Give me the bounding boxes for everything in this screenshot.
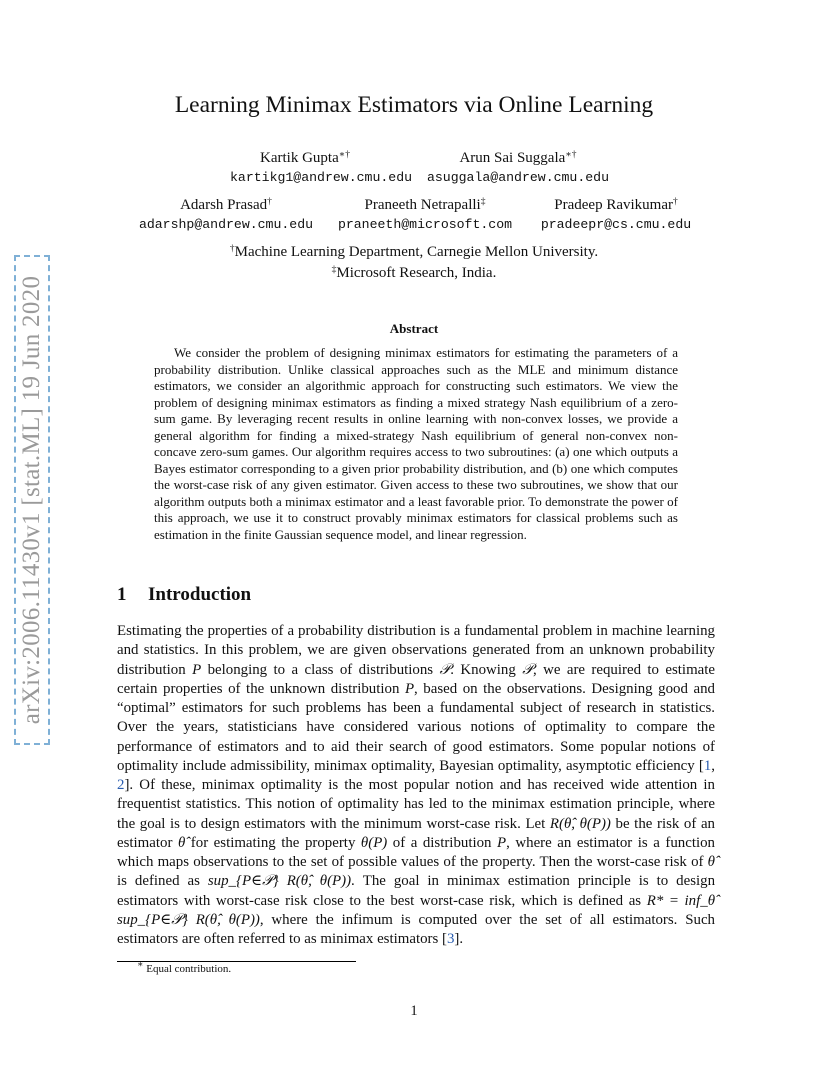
author-mark: † — [672, 197, 678, 207]
author-mark: ‡ — [480, 197, 486, 207]
author-email: praneeth@microsoft.com — [337, 217, 513, 232]
author-block — [230, 148, 413, 188]
author-name: Arun Sai Suggala — [459, 150, 566, 166]
author-email: asuggala@andrew.cmu.edu — [426, 170, 610, 185]
page-number: 1 — [410, 1003, 418, 1019]
section-title: Introduction — [148, 584, 252, 605]
footnote: ∗ Equal contribution. — [137, 960, 232, 975]
author-mark: † — [267, 197, 272, 207]
author-name: Adarsh Prasad — [180, 197, 268, 213]
citation-link[interactable]: 3 — [446, 931, 455, 947]
abstract-text: We consider the problem of designing minimax estimators for estimating the parameters of a probability distribution. Unlike classical approaches such as the MLE and minimum distance estimators, we consider an algorithmic approach for constructing such estimators. We view the problem of designing minimax estimators as finding a mixed strategy Nash equilibrium of a zero-sum game. By leveraging recent results in online learning with non-convex losses, we provide a general algorithm for finding a mixed-strategy Nash equilibrium of general non-convex non-concave zero-sum games. Our algorithm requires access to two subroutines: (a) one which outputs a Bayes estimator corresponding to a given prior probability distribution, and (b) one which computes the worst-case risk of any given estimator. Given access to these two subroutines, we show that our algorithm outputs both a minimax estimator and a least favorable prior. To demonstrate the power of this approach, we use it to construct provably minimax estimators for classical problems such as estimation in the finite Gaussian sequence model, and linear regression. — [154, 345, 678, 543]
citation-link[interactable]: 1 — [703, 757, 712, 774]
paper-title: Learning Minimax Estimators via Online Learning — [174, 92, 654, 118]
section-heading — [117, 584, 251, 606]
author-mark: ∗† — [565, 150, 577, 160]
citation-link[interactable]: 2 — [117, 777, 125, 793]
author-block — [130, 195, 322, 235]
author-name: Pradeep Ravikumar — [554, 197, 673, 213]
affiliation: †Machine Learning Department, Carnegie Mellon University. — [229, 244, 599, 260]
author-email: adarshp@andrew.cmu.edu — [138, 217, 314, 232]
author-name: Kartik Gupta — [260, 150, 339, 166]
arxiv-identifier: arXiv:2006.11430v1 [stat.ML] 19 Jun 2020 — [18, 275, 45, 725]
affiliation: ‡Microsoft Research, India. — [331, 265, 497, 281]
author-name: Praneeth Netrapalli — [364, 197, 481, 213]
section-number: 1 — [117, 584, 127, 605]
footnote-rule — [117, 961, 356, 962]
author-block — [530, 195, 702, 235]
author-email: pradeepr@cs.cmu.edu — [540, 217, 692, 232]
author-block — [330, 195, 520, 235]
author-mark: ∗† — [338, 150, 350, 160]
intro-paragraph: Estimating the properties of a probability distribution is a fundamental problem in machine learning and statistics. In this problem, we are given observations generated from an unknown probability distribution P belonging to a class of distributions 𝒫. Knowing 𝒫, we are required to estimate certain properties of the unknown distribution P, based on the observations. Designing good and “optimal” estimators for such problems has been a fundamental subject of research in statistics. Over the years, statisticians have considered various notions of optimality to compare the performance of estimators and to aid their search of good estimators. Some popular notions of optimality include admissibility, minimax optimality, Bayesian optimality, asymptotic efficiency [1, 2]. Of these, minimax optimality is the most popular notion and has received wide attention in frequentist statistics. This notion of optimality has led to the minimax estimation principle, where the goal is to design estimators with the minimum worst-case risk. Let R(θ̂, θ(P)) be the risk of an estimator θ̂ for estimating the property θ(P) of a distribution P, where an estimator is a function which maps observations to the set of possible values of the property. Then the worst-case risk of θ̂ is defined as sup_{P∈𝒫} R(θ̂, θ(P)). The goal in minimax estimation principle is to design estimators with worst-case risk close to the best worst-case risk, which is defined as R* = inf_θ̂ sup_{P∈𝒫} R(θ̂, θ(P)), where the infimum is computed over the set of all estimators. Such estimators are often referred to as minimax estimators [3]. — [117, 623, 716, 947]
abstract-heading: Abstract — [389, 321, 439, 336]
author-block — [418, 148, 618, 188]
author-email: kartikg1@andrew.cmu.edu — [230, 170, 413, 185]
